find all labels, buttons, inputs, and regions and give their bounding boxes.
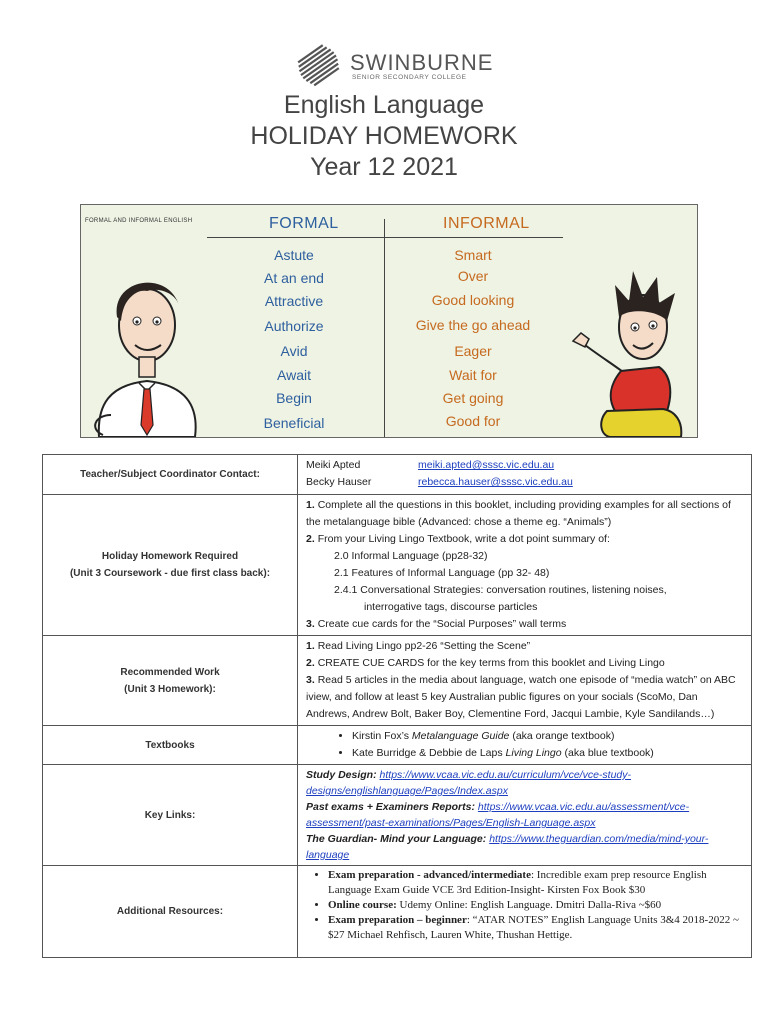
required-cell (298, 495, 752, 636)
study-design-link[interactable]: https://www.vcaa.vic.edu.au/curriculum/vce/vce-study-designs/englishlanguage/Pages/Index.aspx (306, 769, 632, 797)
homework-info-table (42, 454, 752, 958)
formal-word: Astute (274, 247, 314, 263)
key-links-cell (298, 765, 752, 866)
item-text: Create cue cards for the “Social Purposes” wall terms (317, 618, 567, 630)
resource-item (328, 868, 743, 898)
informal-word: Give the go ahead (415, 317, 531, 333)
textbook-note: (aka orange textbook) (509, 730, 615, 742)
textbook-item (352, 728, 743, 745)
textbook-item (352, 745, 743, 762)
recommended-label-line-2: (Unit 3 Homework): (124, 683, 216, 695)
item-number: 2. (306, 533, 315, 545)
item-text: Read Living Lingo pp2-26 “Setting the Scene” (317, 640, 531, 652)
resource-item (328, 913, 743, 943)
required-subitem: 2.1 Features of Informal Language (pp 32- 48) (334, 567, 550, 579)
contact-label: Teacher/Subject Coordinator Contact: (43, 455, 298, 495)
recommended-item-1 (306, 638, 743, 655)
textbook-title: Metalanguage Guide (411, 730, 510, 742)
recommended-item-2 (306, 655, 743, 672)
item-number: 1. (306, 499, 315, 511)
item-text: Complete all the questions in this booklet, including providing examples for all sections of the metalanguage bible (Advanced: chose a theme eg. “Animals”) (306, 499, 731, 528)
formal-heading: FORMAL (269, 215, 339, 232)
recommended-label-line-1: Recommended Work (120, 666, 220, 678)
textbook-list (306, 728, 743, 762)
heading-rule (207, 237, 563, 238)
informal-word: Eager (454, 343, 492, 359)
informal-word: Good for (445, 413, 501, 429)
contact-email-link[interactable]: rebecca.hauser@sssc.vic.edu.au (418, 476, 573, 488)
item-number: 1. (306, 640, 315, 652)
resource-text: : “ATAR NOTES” English Language Units 3&4 2018-2022 ~ $27 Michael Rehfisch, Lauren White, Thushan Hettige. (328, 914, 739, 941)
formal-word: Begin (276, 390, 312, 406)
table-row (43, 455, 752, 495)
resource-list (306, 868, 743, 943)
resource-text: : Incredible exam prep resource English Language Exam Guide VCE 3rd Edition-Insight- Kirsten Fox Book $30 (328, 869, 707, 896)
additional-resources-cell (298, 866, 752, 958)
informal-man-illustration-icon (571, 271, 691, 437)
item-number: 2. (306, 657, 315, 669)
resource-text: Udemy Online: English Language. Dmitri Dalla-Riva ~$60 (396, 899, 662, 911)
key-link-past-exams (306, 799, 743, 831)
contact-email-link[interactable]: meiki.apted@sssc.vic.edu.au (418, 459, 555, 471)
contact-cell (298, 455, 752, 495)
informal-heading: INFORMAL (443, 215, 530, 232)
recommended-label (43, 636, 298, 726)
required-item-2 (306, 531, 743, 548)
additional-resources-label: Additional Resources: (43, 866, 298, 958)
contact-name: Meiki Apted (306, 459, 361, 471)
item-number: 3. (306, 618, 315, 630)
required-subitem: 2.0 Informal Language (pp28-32) (334, 550, 488, 562)
formal-man-illustration-icon (89, 265, 205, 437)
required-label-line-2: (Unit 3 Coursework - due first class back): (69, 568, 271, 579)
item-text: From your Living Lingo Textbook, write a dot point summary of: (317, 533, 610, 545)
table-row (43, 726, 752, 765)
table-row (43, 495, 752, 636)
formal-word: Avid (280, 343, 308, 359)
required-item-1 (306, 497, 743, 531)
key-link-study-design (306, 767, 743, 799)
logo-mark-icon (296, 44, 342, 88)
item-number: 3. (306, 674, 315, 686)
informal-word: Get going (442, 390, 504, 406)
table-row (43, 636, 752, 726)
required-subitem: 2.4.1 Conversational Strategies: conversation routines, listening noises, (334, 584, 667, 596)
resource-title: Exam preparation - advanced/intermediate (328, 869, 531, 881)
link-label: Past exams + Examiners Reports: (306, 801, 475, 813)
formal-word: Authorize (264, 318, 324, 334)
resource-item (328, 898, 743, 913)
textbook-author: Kirstin Fox’s (352, 730, 412, 742)
resource-title: Online course: (328, 899, 397, 911)
contact-entry (306, 457, 743, 474)
recommended-cell (298, 636, 752, 726)
informal-word: Smart (454, 247, 492, 263)
school-logo (296, 44, 494, 92)
textbook-title: Living Lingo (505, 747, 562, 759)
title-line-2: HOLIDAY HOMEWORK (250, 122, 518, 150)
item-text: Read 5 articles in the media about language, watch one episode of “media watch” on ABC iview, and follow at least 5 key Australian public figures on your socials (ScoMo, Dan Andrews, Andrew Bolt, Baker Boy, Clementine Ford, Jacqui Lambie, Kyle Sandilands…) (306, 674, 736, 720)
title-line-3: Year 12 2021 (310, 153, 458, 181)
informal-word: Wait for (449, 367, 497, 383)
textbooks-cell (298, 726, 752, 765)
logo-name: SWINBURNE (350, 50, 494, 75)
formal-word: Beneficial (263, 415, 325, 431)
formal-informal-cartoon (80, 204, 698, 438)
link-label: Study Design: (306, 769, 377, 781)
informal-word: Good looking (431, 292, 515, 308)
formal-word: Attractive (264, 293, 324, 309)
table-row (43, 765, 752, 866)
contact-entry (306, 474, 743, 491)
contact-name: Becky Hauser (306, 476, 372, 488)
formal-word: Await (277, 367, 311, 383)
informal-word: Over (457, 268, 489, 284)
formal-word: At an end (264, 270, 324, 286)
guardian-link[interactable]: https://www.theguardian.com/media/mind-your-language (306, 833, 709, 861)
textbook-author: Kate Burridge & Debbie de Laps (352, 747, 506, 759)
key-link-guardian (306, 831, 743, 863)
table-row (43, 866, 752, 958)
required-subitem-continued: interrogative tags, discourse particles (364, 601, 538, 613)
recommended-item-3 (306, 672, 743, 723)
title-line-1: English Language (283, 91, 485, 119)
key-links-label: Key Links: (43, 765, 298, 866)
textbooks-label: Textbooks (43, 726, 298, 765)
page-title (0, 90, 768, 183)
required-item-3 (306, 616, 743, 633)
cartoon-caption: FORMAL AND INFORMAL ENGLISH (85, 218, 193, 224)
resource-title: Exam preparation – beginner (328, 914, 467, 926)
required-label (43, 495, 298, 636)
link-label: The Guardian- Mind your Language: (306, 833, 487, 845)
past-exams-link[interactable]: https://www.vcaa.vic.edu.au/assessment/vce-assessment/past-examinations/Pages/English-Language.aspx (306, 801, 690, 829)
logo-subtitle: SENIOR SECONDARY COLLEGE (352, 74, 467, 81)
item-text: CREATE CUE CARDS for the key terms from this booklet and Living Lingo (317, 657, 665, 669)
textbook-note: (aka blue textbook) (561, 747, 654, 759)
required-label-line-1: Holiday Homework Required (101, 551, 239, 562)
column-divider (384, 219, 385, 437)
